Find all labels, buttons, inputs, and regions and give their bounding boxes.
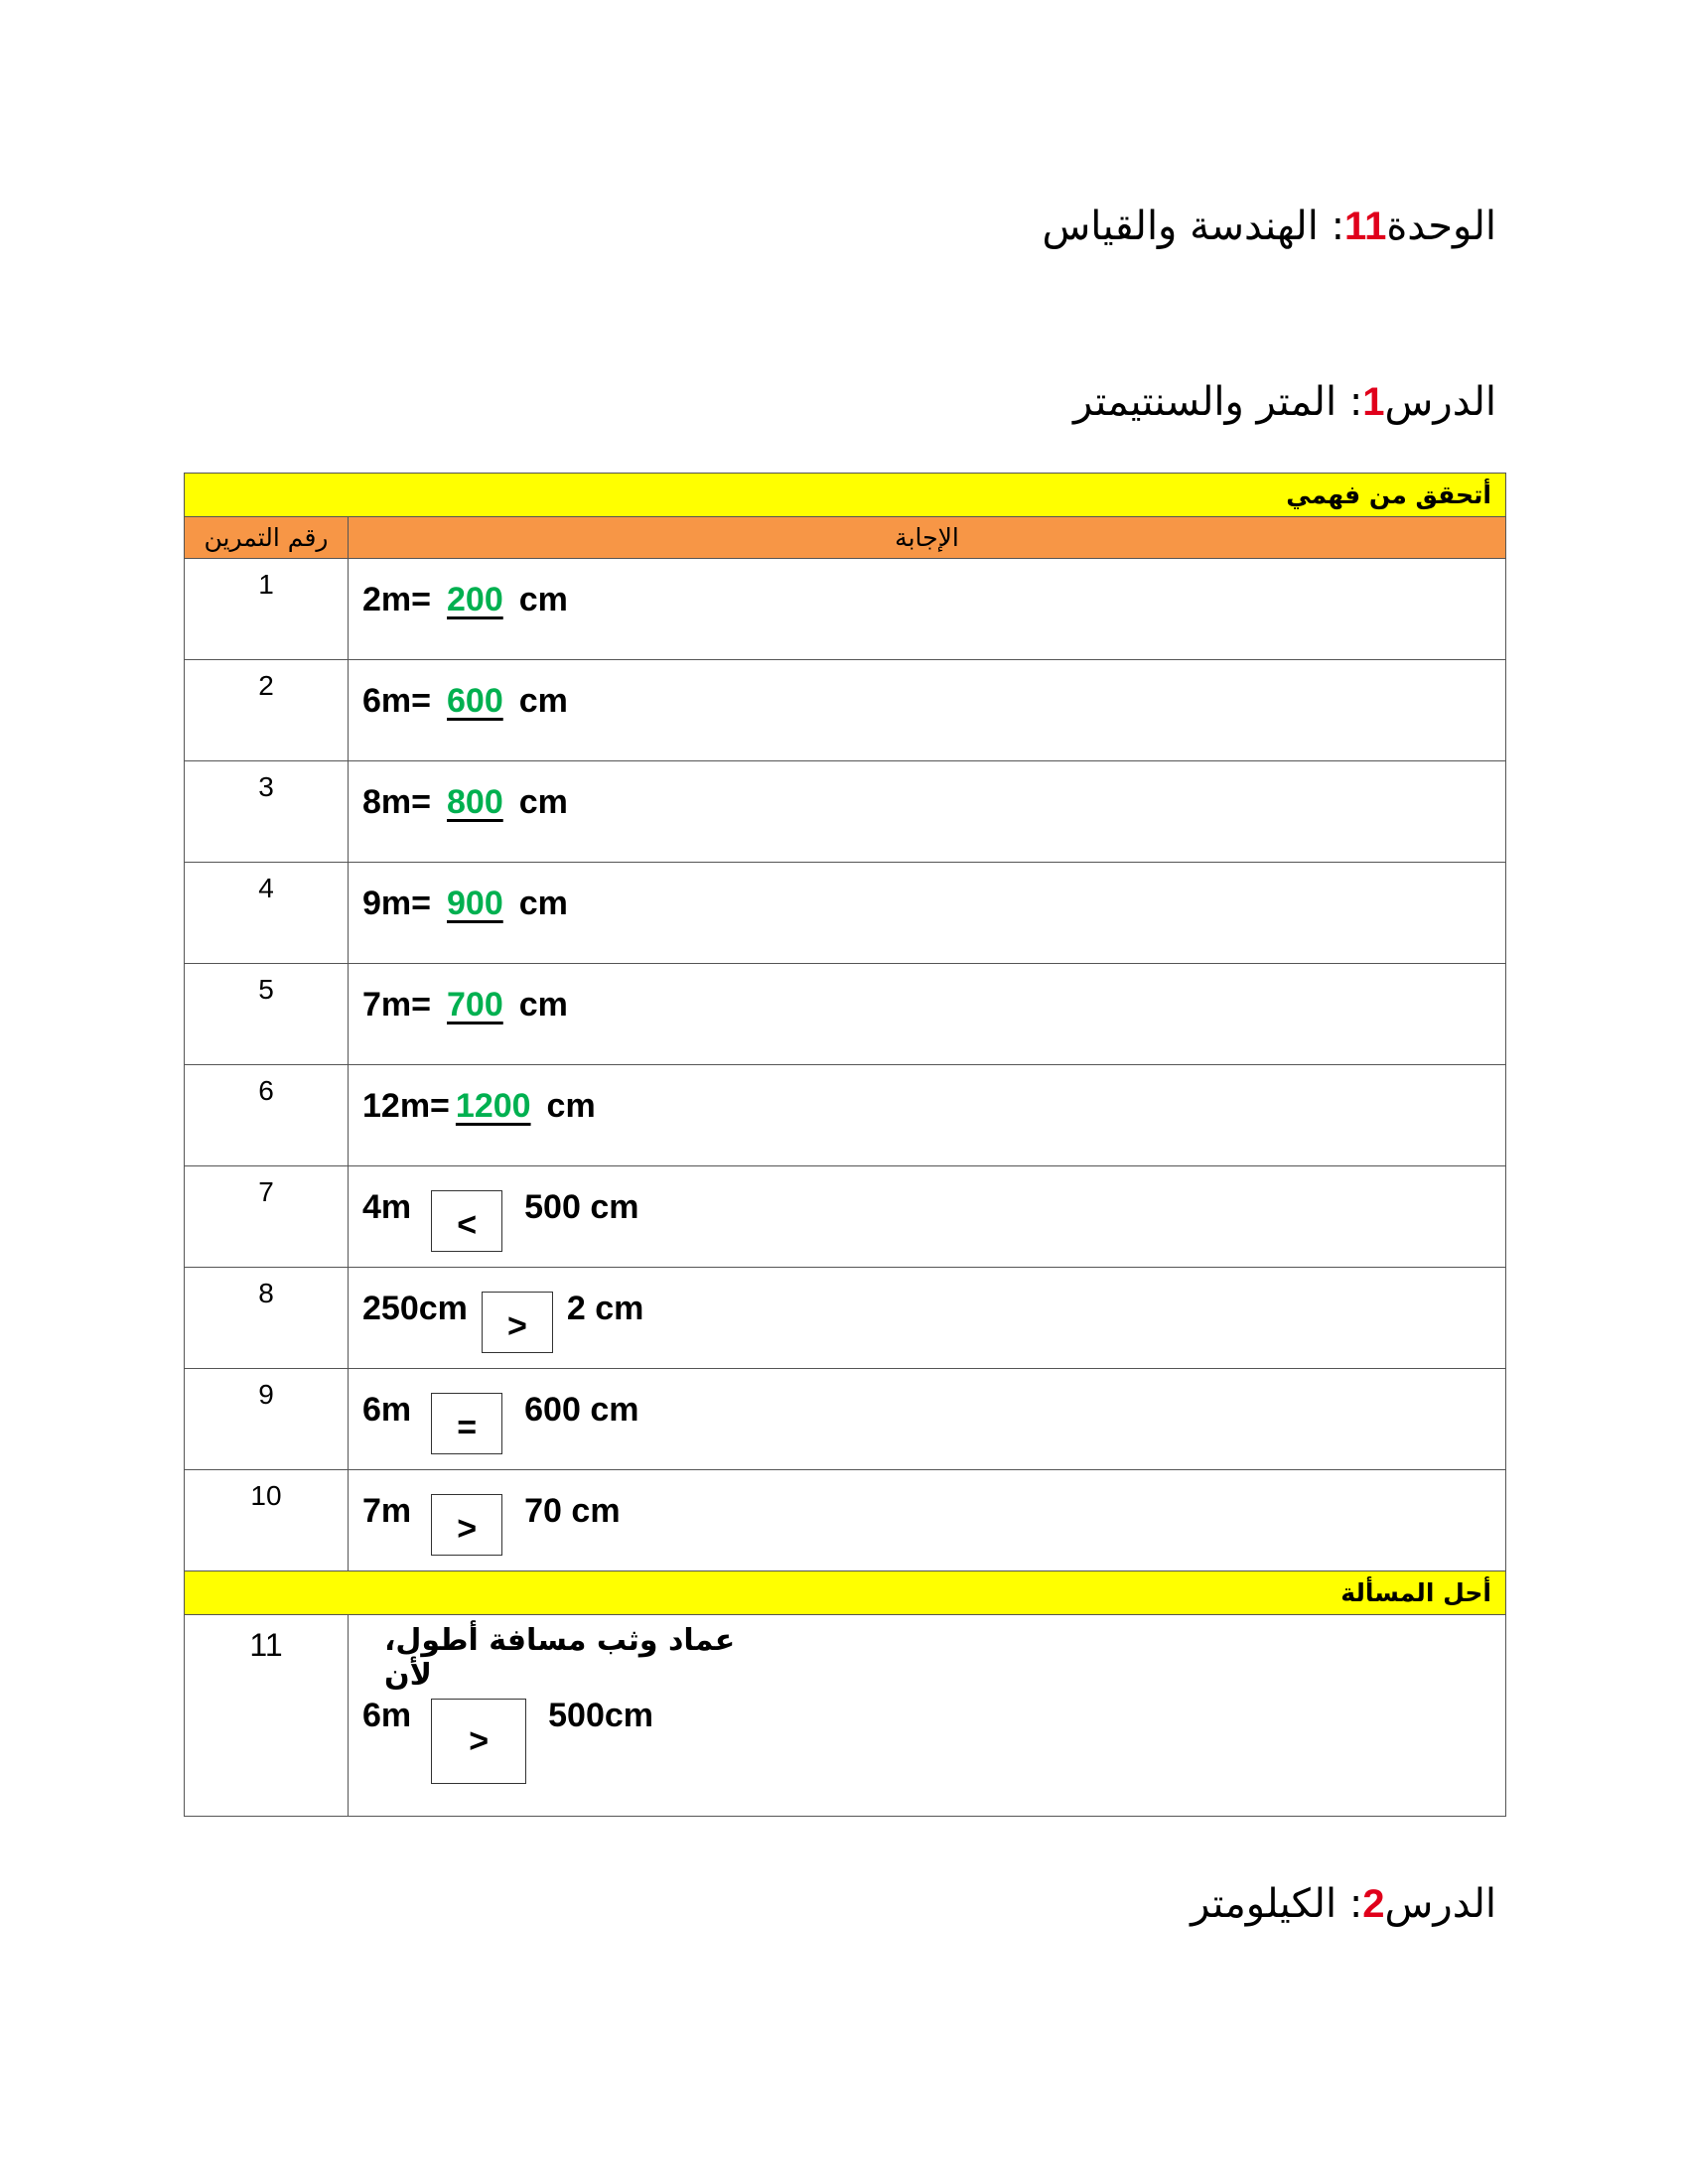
- compare-left: 4m: [362, 1188, 412, 1226]
- expr-unit: cm: [546, 1087, 596, 1125]
- answer-cell: [349, 559, 1506, 660]
- unit-label: الوحدة: [1386, 204, 1496, 249]
- answer-fill[interactable]: 600: [447, 682, 503, 720]
- expr-unit: cm: [518, 885, 568, 922]
- answer-cell: [349, 761, 1506, 863]
- answer-fill[interactable]: 700: [447, 986, 503, 1024]
- table-row: [185, 1065, 1506, 1166]
- compare-symbol-box[interactable]: >: [431, 1494, 502, 1556]
- section-problem-row: [185, 1571, 1506, 1615]
- answer-cell: [349, 1065, 1506, 1166]
- problem-reason: عماد وثب مسافة أطول، لأن: [384, 1623, 736, 1693]
- lesson2-heading: [1191, 1881, 1496, 1927]
- answer-cell: [349, 1268, 1506, 1369]
- exercise-number: 3: [185, 761, 349, 863]
- unit-heading: [1042, 204, 1496, 249]
- compare-right: 500 cm: [524, 1188, 639, 1226]
- table-row: [185, 761, 1506, 863]
- answer-fill[interactable]: 900: [447, 885, 503, 922]
- exercise-number: 4: [185, 863, 349, 964]
- exercise-number: [185, 1615, 349, 1817]
- answer-cell: [349, 660, 1506, 761]
- answer-fill[interactable]: 200: [447, 581, 503, 618]
- compare-symbol-box[interactable]: >: [431, 1699, 526, 1784]
- compare-right: 2 cm: [566, 1290, 644, 1327]
- header-answer: الإجابة: [349, 517, 1506, 559]
- lesson2-label: الدرس: [1384, 1881, 1496, 1927]
- compare-symbol-box[interactable]: <: [431, 1190, 502, 1252]
- expr-unit: cm: [518, 783, 568, 821]
- answer-fill[interactable]: 1200: [455, 1087, 531, 1125]
- unit-number: 11: [1344, 205, 1387, 248]
- exercise-number: 7: [185, 1166, 349, 1268]
- answer-cell: [349, 1369, 1506, 1470]
- lesson1-label: الدرس: [1384, 379, 1496, 425]
- answer-cell: [349, 1615, 1506, 1817]
- expr-unit: cm: [518, 581, 568, 618]
- table-row: [185, 1470, 1506, 1571]
- compare-right: 600 cm: [524, 1391, 639, 1429]
- unit-title: : الهندسة والقياس: [1042, 204, 1345, 249]
- compare-symbol-box[interactable]: >: [482, 1292, 553, 1353]
- answer-cell: [349, 863, 1506, 964]
- compare-left: 6m: [362, 1391, 412, 1429]
- expr-left: 6m=: [362, 682, 431, 720]
- table-row: [185, 964, 1506, 1065]
- compare-right: 500cm: [548, 1697, 654, 1734]
- expr-left: 2m=: [362, 581, 431, 618]
- lesson1-heading: [1073, 379, 1496, 425]
- compare-left: 6m: [362, 1697, 412, 1734]
- expr-left: 7m=: [362, 986, 431, 1024]
- header-number: رقم التمرين: [185, 517, 349, 559]
- exercise-number: 2: [185, 660, 349, 761]
- expr-left: 12m=: [362, 1087, 450, 1125]
- compare-symbol-box[interactable]: =: [431, 1393, 502, 1454]
- table-row: [185, 559, 1506, 660]
- exercise-number: 10: [185, 1470, 349, 1571]
- expr-unit: cm: [518, 682, 568, 720]
- lesson2-number: 2: [1362, 1882, 1385, 1926]
- compare-left: 7m: [362, 1492, 412, 1530]
- section-check-row: [185, 474, 1506, 517]
- expr-left: 8m=: [362, 783, 431, 821]
- exercise-table: [184, 473, 1506, 1817]
- exercise-number: 9: [185, 1369, 349, 1470]
- table-row: [185, 863, 1506, 964]
- problem-number: 11: [249, 1627, 283, 1663]
- compare-left: 250cm: [362, 1290, 468, 1327]
- table-row: [185, 660, 1506, 761]
- answer-fill[interactable]: 800: [447, 783, 503, 821]
- section-problem-title: أحل المسألة: [185, 1571, 1506, 1615]
- expr-left: 9m=: [362, 885, 431, 922]
- exercise-number: 6: [185, 1065, 349, 1166]
- exercise-number: 1: [185, 559, 349, 660]
- table-row: [185, 1615, 1506, 1817]
- lesson2-title: : الكيلومتر: [1191, 1881, 1363, 1927]
- lesson1-title: : المتر والسنتيمتر: [1073, 379, 1363, 425]
- exercise-number: 8: [185, 1268, 349, 1369]
- table-row: [185, 1369, 1506, 1470]
- exercise-number: 5: [185, 964, 349, 1065]
- section-check-title: أتحقق من فهمي: [185, 474, 1506, 517]
- table-header-row: [185, 517, 1506, 559]
- table-row: [185, 1166, 1506, 1268]
- answer-cell: [349, 1470, 1506, 1571]
- compare-right: 70 cm: [524, 1492, 621, 1530]
- expr-unit: cm: [518, 986, 568, 1024]
- answer-cell: [349, 1166, 1506, 1268]
- lesson1-number: 1: [1362, 380, 1385, 424]
- table-row: [185, 1268, 1506, 1369]
- answer-cell: [349, 964, 1506, 1065]
